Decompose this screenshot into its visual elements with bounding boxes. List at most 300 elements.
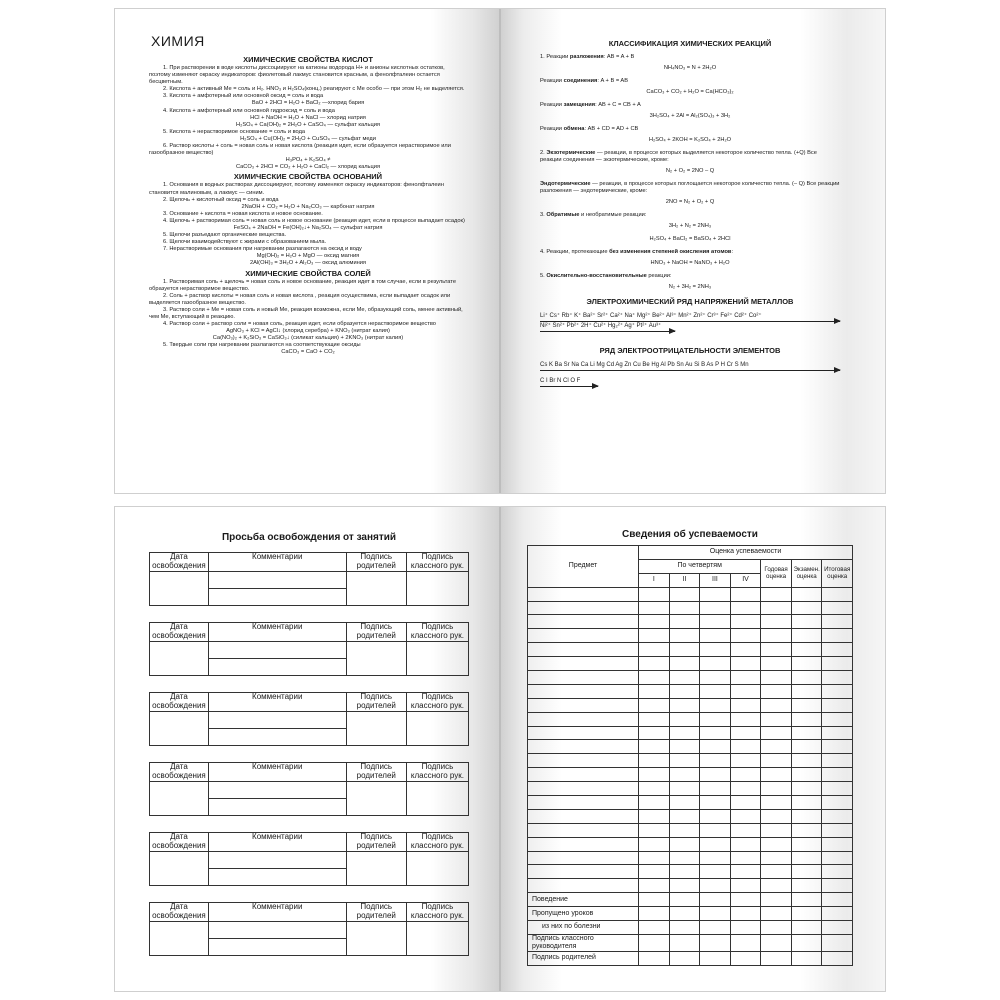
teacher-sign-cell[interactable]: [406, 782, 468, 816]
grade-cell[interactable]: [791, 921, 822, 935]
grade-cell[interactable]: [639, 768, 670, 782]
grade-cell[interactable]: [822, 823, 853, 837]
grade-cell[interactable]: [730, 726, 761, 740]
grade-cell[interactable]: [791, 740, 822, 754]
grade-cell[interactable]: [822, 809, 853, 823]
reaction-prefix: Реакции: [540, 78, 564, 84]
grade-cell[interactable]: [639, 726, 670, 740]
grade-cell[interactable]: [700, 601, 731, 615]
reaction-rest: : AB + CD = AD + CB: [584, 126, 639, 132]
grade-cell[interactable]: [822, 726, 853, 740]
formula: H₂SO₄ + Cu(OH)₂ = 2H₂O + CuSO₄ — сульфат меди: [240, 135, 376, 142]
grade-cell[interactable]: [822, 615, 853, 629]
grade-cell[interactable]: [761, 893, 792, 907]
grade-cell[interactable]: [700, 726, 731, 740]
table-row: [528, 615, 853, 629]
arrow-icon: [540, 370, 840, 371]
grade-cell[interactable]: [822, 740, 853, 754]
grade-cell[interactable]: [700, 615, 731, 629]
grade-cell[interactable]: [730, 671, 761, 685]
grade-cell[interactable]: [669, 893, 700, 907]
grade-cell[interactable]: [669, 951, 700, 965]
grade-cell[interactable]: [822, 934, 853, 951]
table-row: [528, 712, 853, 726]
comment-line[interactable]: [208, 939, 346, 956]
grade-cell[interactable]: [791, 837, 822, 851]
teacher-sign-cell[interactable]: [406, 642, 468, 676]
grade-cell[interactable]: [700, 809, 731, 823]
grade-cell[interactable]: [700, 587, 731, 601]
grade-cell[interactable]: [791, 851, 822, 865]
grade-cell[interactable]: [639, 796, 670, 810]
grade-cell[interactable]: [639, 782, 670, 796]
teacher-sign-header: Подпись классного рук.: [406, 903, 468, 922]
reaction-type: Экзотермические: [546, 150, 596, 156]
subject-cell[interactable]: [528, 671, 639, 685]
parents-sign-cell[interactable]: [346, 642, 406, 676]
grade-cell[interactable]: [700, 629, 731, 643]
grade-cell[interactable]: [761, 684, 792, 698]
grade-cell[interactable]: [639, 684, 670, 698]
metal-series: [540, 312, 840, 332]
grade-cell[interactable]: [791, 657, 822, 671]
grade-cell[interactable]: [761, 671, 792, 685]
grade-cell[interactable]: [761, 754, 792, 768]
reaction-rest: :: [731, 249, 734, 255]
reaction-prefix: 3.: [540, 212, 547, 218]
table-row: [528, 796, 853, 810]
parents-sign-cell[interactable]: [346, 852, 406, 886]
arrow-icon: [540, 331, 675, 332]
subject-cell[interactable]: [528, 587, 639, 601]
teacher-sign-cell[interactable]: [406, 572, 468, 606]
grade-cell[interactable]: [669, 851, 700, 865]
grade-cell[interactable]: [822, 879, 853, 893]
grade-cell[interactable]: [822, 907, 853, 921]
grade-cell[interactable]: [730, 754, 761, 768]
school-forms-spread: [114, 506, 886, 992]
reaction-description: [540, 212, 840, 219]
subject-cell[interactable]: [528, 684, 639, 698]
grade-cell[interactable]: [669, 643, 700, 657]
chemistry-right-page: [500, 9, 885, 493]
grade-cell[interactable]: [822, 893, 853, 907]
grade-cell[interactable]: [669, 615, 700, 629]
grade-cell[interactable]: [791, 796, 822, 810]
grade-cell[interactable]: [669, 837, 700, 851]
grade-cell[interactable]: [700, 796, 731, 810]
grade-cell[interactable]: [669, 796, 700, 810]
comment-line[interactable]: [208, 799, 346, 816]
comment-line[interactable]: [208, 729, 346, 746]
grade-cell[interactable]: [822, 587, 853, 601]
grade-cell[interactable]: [700, 907, 731, 921]
grade-cell[interactable]: [791, 754, 822, 768]
grade-cell[interactable]: [639, 629, 670, 643]
grade-cell[interactable]: [822, 643, 853, 657]
grade-cell[interactable]: [730, 657, 761, 671]
year-grade-header: Годовая оценка: [761, 559, 792, 587]
grade-cell[interactable]: [761, 809, 792, 823]
grade-cell[interactable]: [669, 921, 700, 935]
bases-list: [149, 182, 467, 267]
grade-cell[interactable]: [639, 615, 670, 629]
grade-cell[interactable]: [639, 921, 670, 935]
comments-header: Комментарии: [208, 903, 346, 922]
grade-cell[interactable]: [669, 587, 700, 601]
grade-cell[interactable]: [822, 601, 853, 615]
subject-cell[interactable]: [528, 726, 639, 740]
formula: AgNO₃ + KCl = AgCl↓ (хлорид серебра) + KNO₃ (нитрат калия): [226, 328, 390, 335]
reactions-heading: КЛАССИФИКАЦИЯ ХИМИЧЕСКИХ РЕАКЦИЙ: [608, 39, 772, 48]
acids-heading: ХИМИЧЕСКИЕ СВОЙСТВА КИСЛОТ: [243, 55, 373, 64]
grade-cell[interactable]: [822, 684, 853, 698]
footer-row-label: Подпись классного руководителя: [528, 934, 639, 951]
subject-cell[interactable]: [528, 615, 639, 629]
grade-cell[interactable]: [761, 657, 792, 671]
grade-cell[interactable]: [761, 907, 792, 921]
grade-cell[interactable]: [700, 657, 731, 671]
grade-cell[interactable]: [669, 671, 700, 685]
comment-line[interactable]: [208, 572, 346, 589]
grade-cell[interactable]: [730, 823, 761, 837]
subject-cell[interactable]: [528, 823, 639, 837]
grade-cell[interactable]: [822, 782, 853, 796]
grade-cell[interactable]: [700, 893, 731, 907]
grade-cell[interactable]: [761, 865, 792, 879]
subject-cell[interactable]: [528, 768, 639, 782]
comment-line[interactable]: [208, 852, 346, 869]
grade-cell[interactable]: [791, 698, 822, 712]
grade-cell[interactable]: [700, 782, 731, 796]
grade-cell[interactable]: [700, 684, 731, 698]
grade-cell[interactable]: [700, 934, 731, 951]
table-row: [528, 601, 853, 615]
subject-cell[interactable]: [528, 865, 639, 879]
grade-cell[interactable]: [822, 629, 853, 643]
grade-cell[interactable]: [700, 921, 731, 935]
grade-cell[interactable]: [639, 951, 670, 965]
grade-cell[interactable]: [669, 879, 700, 893]
grade-cell[interactable]: [639, 809, 670, 823]
subject-cell[interactable]: [528, 796, 639, 810]
grade-cell[interactable]: [791, 615, 822, 629]
grade-cell[interactable]: [791, 712, 822, 726]
grade-cell[interactable]: [700, 951, 731, 965]
grade-cell[interactable]: [791, 782, 822, 796]
grade-cell[interactable]: [669, 712, 700, 726]
grade-cell[interactable]: [639, 851, 670, 865]
grade-cell[interactable]: [700, 865, 731, 879]
grade-cell[interactable]: [669, 726, 700, 740]
grade-cell[interactable]: [761, 740, 792, 754]
grade-cell[interactable]: [639, 587, 670, 601]
grade-cell[interactable]: [791, 768, 822, 782]
grade-cell[interactable]: [761, 921, 792, 935]
subject-cell[interactable]: [528, 698, 639, 712]
grade-cell[interactable]: [822, 865, 853, 879]
table-row: [528, 768, 853, 782]
grade-cell[interactable]: [791, 587, 822, 601]
grade-cell[interactable]: [669, 684, 700, 698]
grade-cell[interactable]: [761, 782, 792, 796]
reaction-description: [540, 273, 840, 280]
comment-line[interactable]: [208, 782, 346, 799]
grade-cell[interactable]: [822, 768, 853, 782]
grade-cell[interactable]: [669, 865, 700, 879]
grade-cell[interactable]: [700, 712, 731, 726]
reaction-rest: : A + B = AB: [597, 78, 628, 84]
grade-cell[interactable]: [761, 837, 792, 851]
footer-row-label: Подпись родителей: [528, 951, 639, 965]
subject-cell[interactable]: [528, 643, 639, 657]
grade-cell[interactable]: [791, 684, 822, 698]
grade-cell[interactable]: [730, 865, 761, 879]
grade-cell[interactable]: [669, 934, 700, 951]
grade-cell[interactable]: [822, 657, 853, 671]
date-cell[interactable]: [150, 642, 209, 676]
subject-header: Предмет: [528, 546, 639, 588]
subject-cell[interactable]: [528, 837, 639, 851]
grade-cell[interactable]: [822, 712, 853, 726]
grade-cell[interactable]: [700, 698, 731, 712]
release-page: [115, 507, 500, 991]
subject-cell[interactable]: [528, 782, 639, 796]
grade-cell[interactable]: [669, 809, 700, 823]
parents-sign-cell[interactable]: [346, 782, 406, 816]
comment-line[interactable]: [208, 642, 346, 659]
grade-cell[interactable]: [761, 768, 792, 782]
date-cell[interactable]: [150, 712, 209, 746]
comment-line[interactable]: [208, 869, 346, 886]
grade-cell[interactable]: [822, 754, 853, 768]
subject-cell[interactable]: [528, 740, 639, 754]
grade-cell[interactable]: [791, 643, 822, 657]
grade-cell[interactable]: [700, 671, 731, 685]
grade-cell[interactable]: [700, 879, 731, 893]
grade-cell[interactable]: [730, 907, 761, 921]
table-row: [528, 726, 853, 740]
table-row: [528, 907, 853, 921]
grade-cell[interactable]: [761, 643, 792, 657]
grade-cell[interactable]: [700, 754, 731, 768]
grade-cell[interactable]: [669, 907, 700, 921]
grade-cell[interactable]: [669, 823, 700, 837]
formula: BaO + 2HCl = H₂O + BaCl₂ —хлорид бария: [251, 100, 365, 107]
grade-cell[interactable]: [791, 671, 822, 685]
grade-cell[interactable]: [730, 837, 761, 851]
grade-cell[interactable]: [822, 951, 853, 965]
grade-cell[interactable]: [730, 951, 761, 965]
grade-cell[interactable]: [761, 601, 792, 615]
grade-cell[interactable]: [700, 823, 731, 837]
grade-cell[interactable]: [761, 726, 792, 740]
grade-cell[interactable]: [730, 712, 761, 726]
grade-cell[interactable]: [730, 615, 761, 629]
property-text: 5. Твердые соли при нагревании разлагаются на соответствующие оксиды: [163, 342, 361, 349]
grade-cell[interactable]: [669, 601, 700, 615]
grade-cell[interactable]: [761, 698, 792, 712]
grade-cell[interactable]: [822, 851, 853, 865]
grade-cell[interactable]: [639, 643, 670, 657]
grade-cell[interactable]: [730, 740, 761, 754]
grade-cell[interactable]: [669, 657, 700, 671]
grade-cell[interactable]: [669, 698, 700, 712]
teacher-sign-cell[interactable]: [406, 712, 468, 746]
grade-cell[interactable]: [669, 740, 700, 754]
subject-cell[interactable]: [528, 754, 639, 768]
subject-cell[interactable]: [528, 851, 639, 865]
subject-cell[interactable]: [528, 879, 639, 893]
grade-cell[interactable]: [730, 809, 761, 823]
comment-line[interactable]: [208, 589, 346, 606]
parents-sign-cell[interactable]: [346, 922, 406, 956]
formula: 2NaOH + CO₂ = H₂O + Na₂CO₃ — карбонат натрия: [241, 203, 375, 210]
parents-sign-cell[interactable]: [346, 712, 406, 746]
grade-cell[interactable]: [791, 951, 822, 965]
grade-cell[interactable]: [730, 934, 761, 951]
grade-cell[interactable]: [791, 601, 822, 615]
grade-cell[interactable]: [761, 629, 792, 643]
subject-cell[interactable]: [528, 629, 639, 643]
grade-cell[interactable]: [639, 754, 670, 768]
grade-cell[interactable]: [791, 726, 822, 740]
grade-cell[interactable]: [822, 921, 853, 935]
grade-cell[interactable]: [822, 698, 853, 712]
grade-cell[interactable]: [730, 629, 761, 643]
grade-cell[interactable]: [730, 698, 761, 712]
parents-sign-header: Подпись родителей: [346, 903, 406, 922]
grade-cell[interactable]: [669, 768, 700, 782]
date-cell[interactable]: [150, 922, 209, 956]
subject-cell[interactable]: [528, 712, 639, 726]
grade-cell[interactable]: [761, 615, 792, 629]
grade-cell[interactable]: [669, 629, 700, 643]
date-cell[interactable]: [150, 572, 209, 606]
grade-cell[interactable]: [791, 907, 822, 921]
grade-cell[interactable]: [791, 893, 822, 907]
salts-list: [149, 279, 467, 357]
grade-cell[interactable]: [639, 907, 670, 921]
grade-cell[interactable]: [730, 601, 761, 615]
grade-cell[interactable]: [822, 837, 853, 851]
grade-cell[interactable]: [730, 643, 761, 657]
grade-cell[interactable]: [761, 587, 792, 601]
table-row: [528, 740, 853, 754]
comments-header: Комментарии: [208, 553, 346, 572]
date-cell[interactable]: [150, 782, 209, 816]
grade-cell[interactable]: [761, 951, 792, 965]
grade-cell[interactable]: [639, 893, 670, 907]
grade-cell[interactable]: [822, 671, 853, 685]
grade-cell[interactable]: [639, 671, 670, 685]
grade-cell[interactable]: [639, 879, 670, 893]
formula: HCl + NaOH = H₂O + NaCl — хлорид натрия: [250, 114, 366, 121]
parents-sign-header: Подпись родителей: [346, 833, 406, 852]
grade-cell[interactable]: [730, 782, 761, 796]
grade-cell[interactable]: [639, 865, 670, 879]
property-text: 1. Основания в водных растворах диссоциируют, поэтому изменяют окраску индикаторов: фенолфталеин становится малиновым, а лакмус — синим.: [149, 182, 444, 196]
comment-line[interactable]: [208, 712, 346, 729]
exam-grade-header: Экзамен. оценка: [791, 559, 822, 587]
grade-cell[interactable]: [700, 851, 731, 865]
grade-cell[interactable]: [639, 698, 670, 712]
grade-cell[interactable]: [669, 754, 700, 768]
grade-cell[interactable]: [730, 684, 761, 698]
property-text: 3. Раствор соли + Me = новая соль и новый Me, реакция возможна, если Me, образующий соль, менее активный, чем Me, вступающий в реакцию.: [149, 306, 463, 320]
grade-cell[interactable]: [761, 823, 792, 837]
reaction-description: [540, 54, 840, 61]
grade-cell[interactable]: [730, 796, 761, 810]
grade-cell[interactable]: [639, 934, 670, 951]
table-row: [528, 671, 853, 685]
parents-sign-cell[interactable]: [346, 572, 406, 606]
formula: H₂SO₄ + Ca(OH)₂ = 2H₂O + CaSO₄ — сульфат кальция: [236, 121, 380, 128]
grade-cell[interactable]: [639, 823, 670, 837]
grade-cell[interactable]: [700, 740, 731, 754]
grade-cell[interactable]: [730, 879, 761, 893]
grade-cell[interactable]: [669, 782, 700, 796]
grade-cell[interactable]: [791, 865, 822, 879]
subject-cell[interactable]: [528, 601, 639, 615]
property-text: 6. Щелочи взаимодействуют с жирами с образованием мыла.: [163, 239, 327, 246]
reaction-formula: 3H₂ + N₂ = 2NH₃: [668, 223, 712, 229]
metal-series-line2: Ni²⁺ Sn²⁺ Pb²⁺ 2H⁺ Cu²⁺ Hg₂²⁺ Ag⁺ Pt²⁺ Au³⁺: [540, 323, 662, 329]
grade-cell[interactable]: [761, 934, 792, 951]
grade-cell[interactable]: [761, 879, 792, 893]
grade-cell[interactable]: [730, 921, 761, 935]
teacher-sign-cell[interactable]: [406, 922, 468, 956]
date-header: Дата освобождения: [150, 553, 209, 572]
date-cell[interactable]: [150, 852, 209, 886]
formula: 2Al(OH)₃ = 3H₂O + Al₂O₃ — оксид алюминия: [249, 260, 367, 267]
grade-cell[interactable]: [761, 851, 792, 865]
grade-cell[interactable]: [639, 740, 670, 754]
subject-cell[interactable]: [528, 657, 639, 671]
chemistry-spread: [114, 8, 886, 494]
grade-cell[interactable]: [791, 934, 822, 951]
grade-cell[interactable]: [791, 823, 822, 837]
grade-cell[interactable]: [791, 809, 822, 823]
date-header: Дата освобождения: [150, 623, 209, 642]
grade-cell[interactable]: [822, 796, 853, 810]
grade-cell[interactable]: [639, 712, 670, 726]
reaction-type: разложения: [569, 54, 604, 60]
grade-cell[interactable]: [730, 893, 761, 907]
grade-cell[interactable]: [700, 643, 731, 657]
grade-cell[interactable]: [761, 712, 792, 726]
property-text: 5. Кислота + нерастворимое основание = соль и вода: [163, 128, 306, 135]
grade-cell[interactable]: [639, 601, 670, 615]
reaction-prefix: Реакции: [540, 102, 564, 108]
grade-cell[interactable]: [730, 851, 761, 865]
grade-cell[interactable]: [761, 796, 792, 810]
grade-cell[interactable]: [791, 629, 822, 643]
teacher-sign-cell[interactable]: [406, 852, 468, 886]
subject-cell[interactable]: [528, 809, 639, 823]
grade-cell[interactable]: [730, 587, 761, 601]
formula: FeSO₄ + 2NaOH = Fe(OH)₂↓+ Na₂SO₄ — сульфат натрия: [233, 224, 383, 231]
grade-cell[interactable]: [791, 879, 822, 893]
grade-cell[interactable]: [639, 837, 670, 851]
grade-cell[interactable]: [700, 837, 731, 851]
comment-line[interactable]: [208, 922, 346, 939]
reaction-prefix: Реакции: [540, 126, 564, 132]
grade-cell[interactable]: [639, 657, 670, 671]
grade-cell[interactable]: [700, 768, 731, 782]
comment-line[interactable]: [208, 659, 346, 676]
grade-cell[interactable]: [730, 768, 761, 782]
